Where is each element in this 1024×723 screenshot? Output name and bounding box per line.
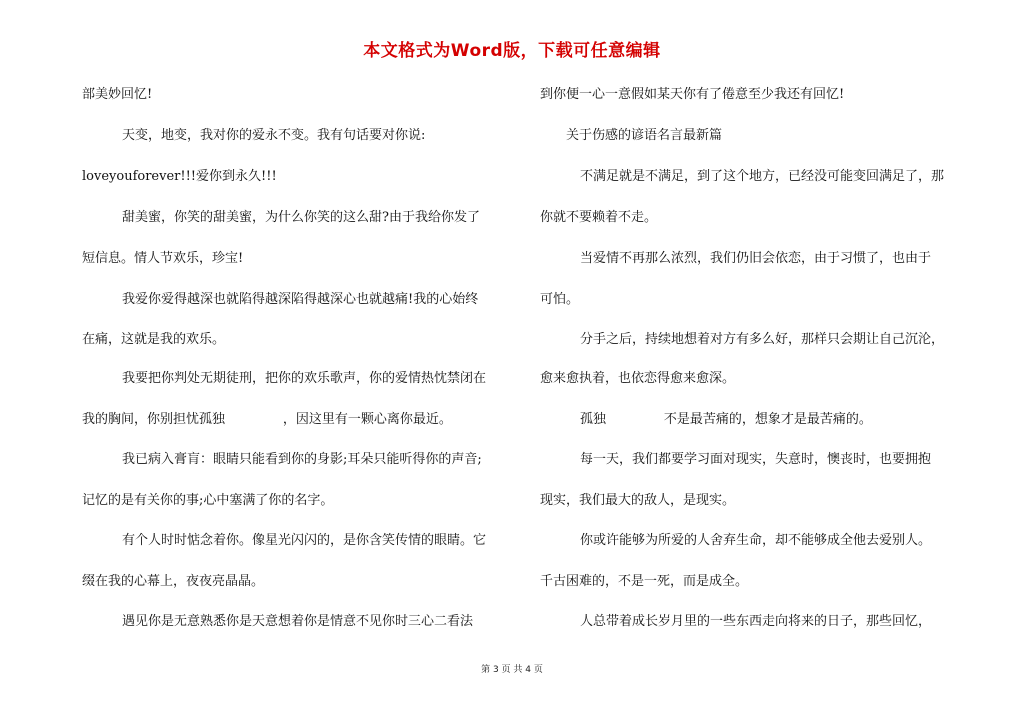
paragraph-line: 我爱你爱得越深也就陷得越深陷得越深心也就越痛!我的心始终 [122,292,479,307]
paragraph-line: 记忆的是有关你的事;心中塞满了你的名字。 [82,493,334,508]
paragraph-line: 缀在我的心幕上，夜夜亮晶晶。 [82,574,265,589]
paragraph-line: 你或许能够为所爱的人舍弃生命，却不能够成全他去爱别人。 [580,533,932,548]
paragraph-line: 我要把你判处无期徒刑，把你的欢乐歌声，你的爱情热忱禁闭在 [122,371,487,386]
paragraph-line: 到你便一心一意假如某天你有了倦意至少我还有回忆! [540,87,845,102]
paragraph-line: 当爱情不再那么浓烈，我们仍旧会依恋，由于习惯了，也由于 [580,251,932,266]
paragraph-line: 不满足就是不满足，到了这个地方，已经没可能变回满足了，那 [580,169,945,184]
document-header-title: 本文格式为Word版，下载可任意编辑 [363,41,661,61]
paragraph-line: 你就不要赖着不走。 [540,210,658,225]
paragraph-line: 分手之后，持续地想着对方有多么好，那样只会期让自己沉沦， [580,332,945,347]
paragraph-line: 人总带着成长岁月里的一些东西走向将来的日子，那些回忆， [580,614,932,629]
paragraph-line: 愈来愈执着，也依恋得愈来愈深。 [540,371,736,386]
paragraph-line: 部美妙回忆! [82,87,153,102]
paragraph-line: 孤独 不是最苦痛的，想象才是最苦痛的。 [580,412,872,427]
paragraph-line: 每一天，我们都要学习面对现实，失意时，懊丧时，也要拥抱 [580,452,932,467]
paragraph-line: 天变，地变，我对你的爱永不变。我有句话要对你说: [122,128,426,143]
paragraph-line: 关于伤感的谚语名言最新篇 [566,128,723,143]
page-number-footer: 第 3 页 共 4 页 [481,665,543,675]
paragraph-line: 在痛，这就是我的欢乐。 [82,332,226,347]
paragraph-line: 千古困难的，不是一死，而是成全。 [540,574,749,589]
paragraph-line: 现实，我们最大的敌人，是现实。 [540,493,736,508]
paragraph-line: 遇见你是无意熟悉你是天意想着你是情意不见你时三心二看法 [122,614,474,629]
paragraph-line: loveyouforever!!!爱你到永久!!! [82,169,277,184]
paragraph-line: 我的胸间，你别担忧孤独 ，因这里有一颗心离你最近。 [82,412,452,427]
paragraph-line: 可怕。 [540,292,580,307]
paragraph-line: 短信息。情人节欢乐，珍宝! [82,251,244,266]
paragraph-line: 甜美蜜，你笑的甜美蜜，为什么你笑的这么甜?由于我给你发了 [122,210,480,225]
paragraph-line: 我已病入膏肓：眼睛只能看到你的身影;耳朵只能听得你的声音; [122,452,482,467]
paragraph-line: 有个人时时惦念着你。像星光闪闪的，是你含笑传情的眼睛。它 [122,533,487,548]
